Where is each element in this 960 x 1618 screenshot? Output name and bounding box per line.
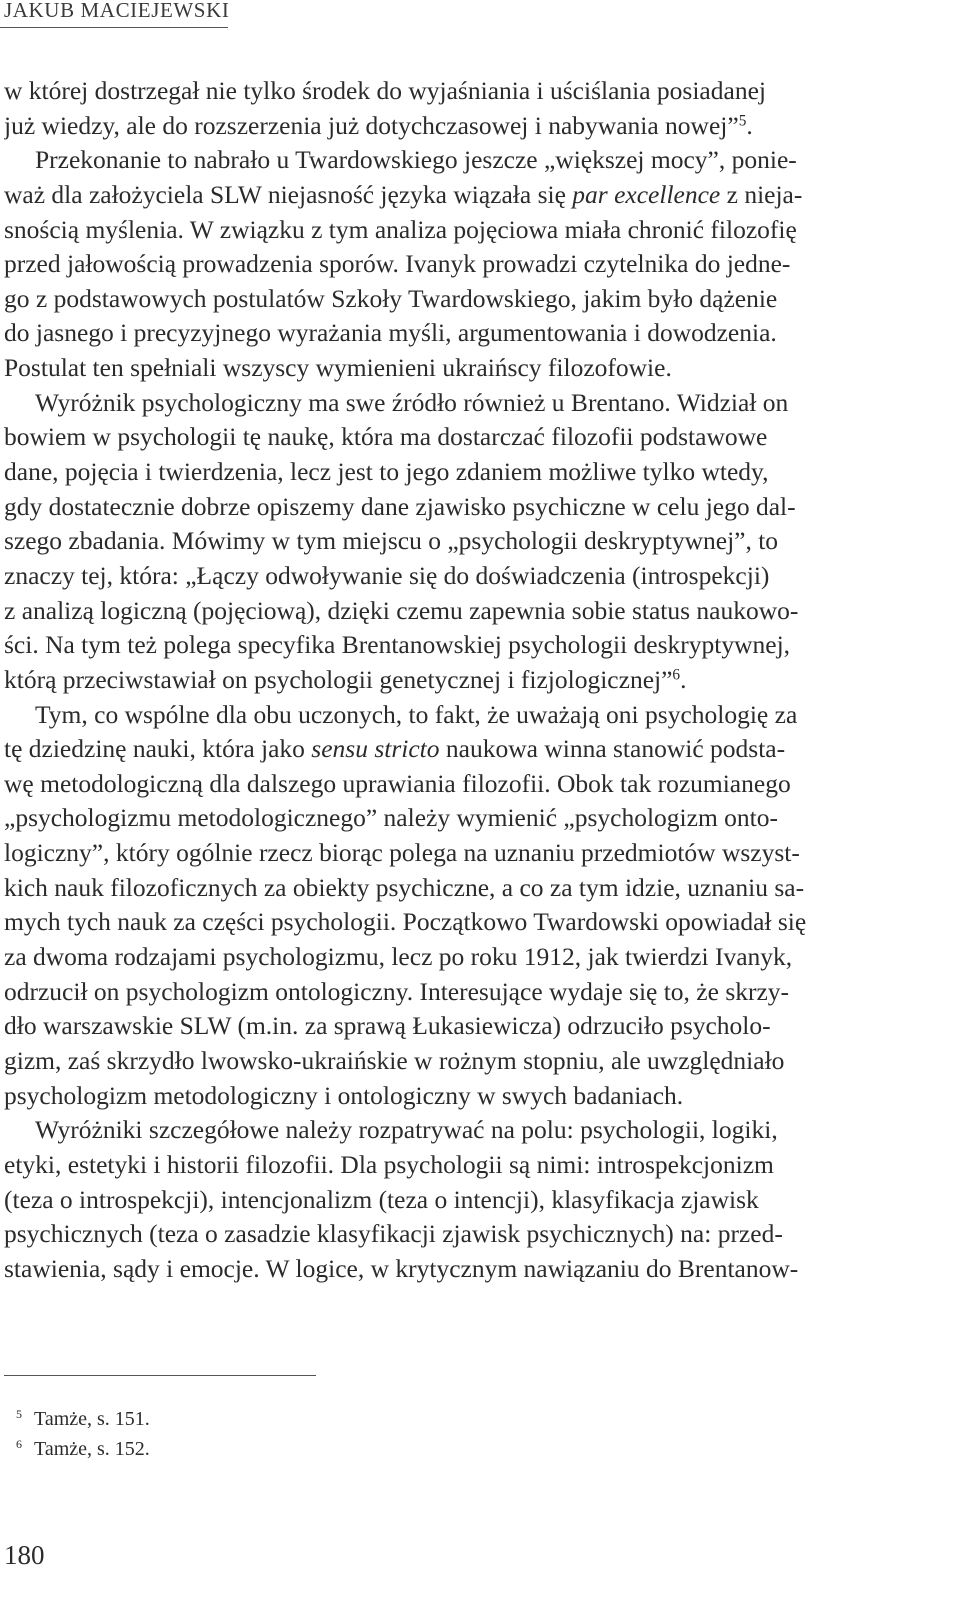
- text-line: [4, 351, 932, 386]
- text-line: [4, 143, 932, 178]
- footnote-marker: 6: [672, 666, 681, 684]
- line-text: za dwoma rodzajami psychologizmu, lecz po roku 1912, jak twierdzi Ivanyk,: [4, 942, 793, 972]
- line-text: gdy dostatecznie dobrze opiszemy dane zjawisko psychiczne w celu jego dal-: [4, 491, 796, 521]
- footnote-marker: 5: [738, 112, 747, 130]
- line-text: gizm, zaś skrzydło lwowsko-ukraińskie w rożnym stopniu, ale uwzględniało: [4, 1045, 785, 1075]
- line-text: Wyróżniki szczegółowe należy rozpatrywać na polu: psychologii, logiki,: [35, 1115, 778, 1145]
- text-line: [4, 628, 932, 663]
- text-line: [4, 386, 932, 421]
- footnote: [16, 1434, 150, 1464]
- line-text: waż dla założyciela SLW niejasność języka wiązała się: [4, 179, 573, 209]
- text-line: [4, 490, 932, 525]
- line-text: do jasnego i precyzyjnego wyrażania myśli, argumentowania i dowodzenia.: [4, 318, 777, 348]
- text-line: [4, 767, 932, 802]
- text-line: [4, 732, 932, 767]
- line-text: dane, pojęcia i twierdzenia, lecz jest to jego zdaniem możliwe tylko wtedy,: [4, 457, 769, 487]
- text-line: [4, 698, 932, 733]
- line-text: stawienia, sądy i emocje. W logice, w krytycznym nawiązaniu do Brentanow-: [4, 1253, 799, 1283]
- text-line: [4, 1113, 932, 1148]
- text-line: [4, 109, 932, 144]
- body-text: [4, 74, 932, 1286]
- text-line: [4, 247, 932, 282]
- text-line: [4, 282, 932, 317]
- line-text: logiczny”, który ogólnie rzecz biorąc polega na uznaniu przedmiotów wszyst-: [4, 838, 800, 868]
- running-head-rule: [0, 27, 228, 28]
- footnote-text: Tamże, s. 152.: [34, 1438, 150, 1460]
- text-line: [4, 871, 932, 906]
- text-line: [4, 524, 932, 559]
- text-line: [4, 594, 932, 629]
- footnote-text: Tamże, s. 151.: [34, 1408, 150, 1430]
- italic-term: sensu stricto: [311, 734, 440, 764]
- italic-term: par excellence: [572, 179, 721, 209]
- text-line: [4, 178, 932, 213]
- text-line: [4, 663, 932, 698]
- line-text: go z podstawowych postulatów Szkoły Twardowskiego, jakim było dążenie: [4, 283, 778, 313]
- line-tail: .: [746, 110, 753, 140]
- text-line: [4, 836, 932, 871]
- line-text: odrzucił on psychologizm ontologiczny. Interesujące wydaje się to, że skrzy-: [4, 976, 790, 1006]
- line-text: Tym, co wspólne dla obu uczonych, to fakt, że uważają oni psychologię za: [35, 699, 798, 729]
- text-line: [4, 316, 932, 351]
- line-tail: z nieja-: [720, 179, 803, 209]
- line-text: z analizą logiczną (pojęciową), dzięki czemu zapewnia sobie status naukowo-: [4, 595, 799, 625]
- running-head: JAKUB MACIEJEWSKI: [4, 0, 230, 22]
- footnote-rule: [4, 1375, 316, 1376]
- text-line: [4, 940, 932, 975]
- line-text: Przekonanie to nabrało u Twardowskiego jeszcze „większej mocy”, ponie-: [35, 145, 797, 175]
- line-tail: .: [680, 664, 687, 694]
- line-text: mych tych nauk za części psychologii. Początkowo Twardowski opowiadał się: [4, 907, 807, 937]
- text-line: [4, 1148, 932, 1183]
- line-text: szego zbadania. Mówimy w tym miejscu o „psychologii deskryptywnej”, to: [4, 526, 779, 556]
- text-line: [4, 801, 932, 836]
- footnote: [16, 1404, 150, 1434]
- text-line: [4, 1252, 932, 1287]
- text-line: [4, 975, 932, 1010]
- footnote-number: 6: [16, 1437, 22, 1452]
- line-text: Postulat ten spełniali wszyscy wymienieni ukraińscy filozofowie.: [4, 353, 672, 383]
- line-text: wę metodologiczną dla dalszego uprawiania filozofii. Obok tak rozumianego: [4, 768, 791, 798]
- text-line: [4, 1183, 932, 1218]
- line-text: ści. Na tym też polega specyfika Brentanowskiej psychologii deskryptywnej,: [4, 630, 791, 660]
- line-text: snością myślenia. W związku z tym analiza pojęciowa miała chronić filozofię: [4, 214, 797, 244]
- line-text: już wiedzy, ale do rozszerzenia już dotychczasowej i nabywania nowej”: [4, 110, 739, 140]
- text-line: [4, 1044, 932, 1079]
- text-line: [4, 559, 932, 594]
- line-text: tę dziedzinę nauki, która jako: [4, 734, 312, 764]
- text-line: [4, 74, 932, 109]
- line-text: Wyróżnik psychologiczny ma swe źródło również u Brentano. Widział on: [35, 387, 789, 417]
- footnotes: [16, 1404, 150, 1464]
- line-text: psychologizm metodologiczny i ontologiczny w swych badaniach.: [4, 1080, 684, 1110]
- line-text: psychicznych (teza o zasadzie klasyfikacji zjawisk psychicznych) na: przed-: [4, 1219, 783, 1249]
- text-line: [4, 905, 932, 940]
- line-text: którą przeciwstawiał on psychologii genetycznej i fizjologicznej”: [4, 664, 673, 694]
- text-line: [4, 213, 932, 248]
- line-text: (teza o introspekcji), intencjonalizm (teza o intencji), klasyfikacja zjawisk: [4, 1184, 759, 1214]
- text-line: [4, 1079, 932, 1114]
- line-text: w której dostrzegał nie tylko środek do wyjaśniania i uściślania posiadanej: [4, 76, 766, 105]
- line-text: znaczy tej, która: „Łączy odwoływanie się do doświadczenia (introspekcji): [4, 560, 770, 590]
- text-line: [4, 1217, 932, 1252]
- line-text: dło warszawskie SLW (m.in. za sprawą Łukasiewicza) odrzuciło psycholo-: [4, 1011, 771, 1041]
- line-text: etyki, estetyki i historii filozofii. Dla psychologii są nimi: introspekcjonizm: [4, 1149, 774, 1179]
- line-text: „psychologizmu metodologicznego” należy wymienić „psychologizm onto-: [4, 803, 778, 833]
- page-number: 180: [4, 1540, 45, 1570]
- line-text: kich nauk filozoficznych za obiekty psychiczne, a co za tym idzie, uznaniu sa-: [4, 872, 805, 902]
- line-text: przed jałowością prowadzenia sporów. Ivanyk prowadzi czytelnika do jedne-: [4, 249, 791, 279]
- footnote-number: 5: [16, 1407, 22, 1422]
- text-line: [4, 420, 932, 455]
- text-line: [4, 1009, 932, 1044]
- line-text: bowiem w psychologii tę naukę, która ma dostarczać filozofii podstawowe: [4, 422, 768, 452]
- text-line: [4, 455, 932, 490]
- line-tail: naukowa winna stanowić podsta-: [439, 734, 786, 764]
